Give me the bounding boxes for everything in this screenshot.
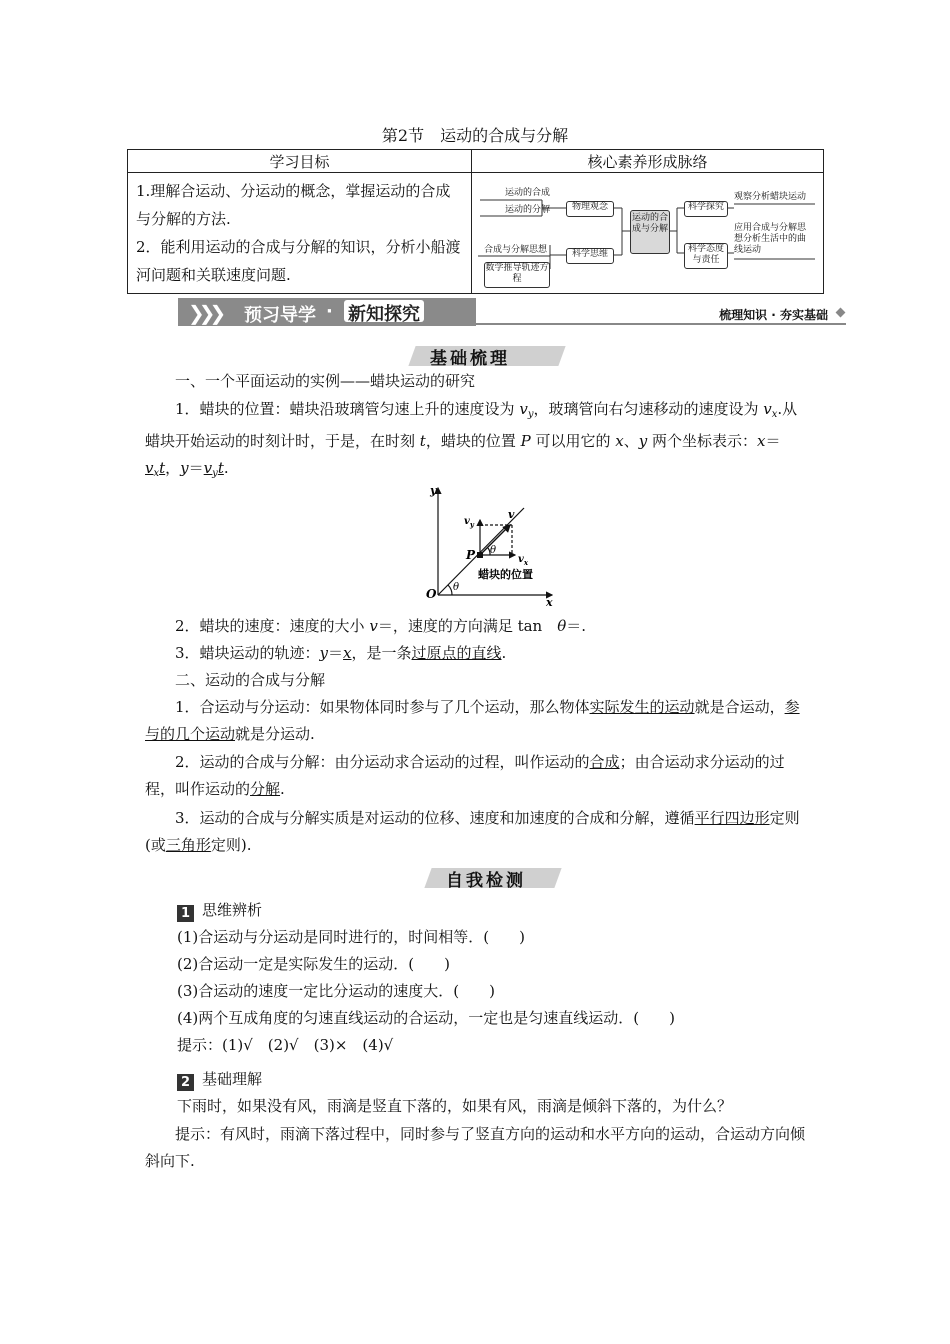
- fig-vx: $v_x$: [518, 554, 528, 567]
- fig-point-p: P: [466, 548, 476, 562]
- goal-item-1: 1.理解合运动、分运动的概念，掌握运动的合成与分解的方法.: [136, 182, 451, 228]
- blank-y-coordinate: $v_yt$: [203, 459, 224, 479]
- block-title-2: 2 基础理解: [177, 1066, 842, 1093]
- mindmap-box-center: 运动的合成与分解: [630, 210, 670, 254]
- mindmap-label-observe: 观察分析蜡块运动: [734, 192, 807, 202]
- fig-theta-upper: θ: [490, 545, 497, 556]
- section-heading-basics: [412, 342, 572, 368]
- mindmap-label-idea: 合成与分解思想: [484, 245, 548, 255]
- page-title: 第2节 运动的合成与分解: [381, 126, 569, 145]
- paragraph-position: 1．蜡块的位置：蜡块沿玻璃管匀速上升的速度设为 $v_y$，玻璃管向右匀速移动的速度设为 $v_x$.从蜡块开始运动的时刻计时，于是，在时刻 t，蜡块的位置 P 可以用它的 x、y 两个坐标表示：$x=v_xt$，$y=v_yt$.: [145, 400, 798, 479]
- banner-highlight: 新知探究: [344, 300, 424, 322]
- blank-trajectory-eq: x: [343, 644, 352, 662]
- diamond-icon: [836, 308, 846, 318]
- number-badge: 1: [177, 905, 194, 922]
- heading-text: 自我检测: [446, 871, 526, 891]
- wax-block-figure: [420, 480, 560, 610]
- mindmap-label-apply: 应用合成与分解思想分析生活中的曲线运动: [734, 223, 807, 255]
- banner-rule: [476, 323, 846, 325]
- block-title-1: 1 思维辨析: [177, 897, 842, 924]
- fig-caption: 蜡块的位置: [478, 568, 533, 581]
- paragraph-trajectory: 3．蜡块运动的轨迹：y＝x，是一条过原点的直线.: [175, 644, 507, 662]
- number-badge: 2: [177, 1074, 194, 1091]
- mindmap-box-attitude: 科学态度与责任: [684, 243, 728, 269]
- mindmap-label-decomposition: 运动的分解: [505, 205, 551, 215]
- hint-1: 提示：(1)√ (2)√ (3)× (4)√: [177, 1036, 394, 1054]
- fig-vy: $v_y$: [464, 516, 474, 529]
- heading-part-one: 一、一个平面运动的实例——蜡块运动的研究: [175, 372, 476, 390]
- fig-axis-x: x: [546, 596, 553, 609]
- goal-item-2: 2．能利用运动的合成与分解的知识，分析小船渡河问题和关联速度问题.: [136, 238, 461, 284]
- mindmap-box-scientific-inquiry: 科学探究: [684, 201, 728, 217]
- paragraph-composite-motion: 1．合运动与分运动：如果物体同时参与了几个运动，那么物体实际发生的运动就是合运动，参与的几个运动就是分运动.: [145, 698, 800, 743]
- table-header-goals: 学习目标: [128, 150, 472, 173]
- mindmap-box-scientific-thinking: 科学思维: [566, 248, 614, 264]
- fig-velocity: v: [508, 508, 515, 521]
- paragraph-essence: 3．运动的合成与分解实质是对运动的位移、速度和加速度的合成和分解，遵循平行四边形定则(或三角形定则).: [145, 809, 800, 854]
- question-1: (1)合运动与分运动是同时进行的，时间相等．( ): [177, 928, 525, 946]
- fig-theta-lower: θ: [453, 582, 460, 593]
- heading-part-two: 二、运动的合成与分解: [175, 671, 326, 689]
- section-banner: [178, 298, 848, 328]
- blank-line-through-origin: 过原点的直线: [411, 644, 502, 662]
- chevron-right-icon: ❯❯❯: [188, 301, 221, 325]
- paragraph-synthesis-decomposition: 2．运动的合成与分解：由分运动求合运动的过程，叫作运动的合成；由合运动求分运动的过程，叫作运动的分解.: [145, 753, 785, 798]
- hint-2: 提示：有风时，雨滴下落过程中，同时参与了竖直方向的运动和水平方向的运动，合运动方向倾斜向下.: [145, 1125, 806, 1170]
- section-heading-self-check: [428, 864, 568, 890]
- blank-x-coordinate: $v_xt$: [145, 459, 166, 479]
- mindmap-label-synthesis: 运动的合成: [505, 188, 551, 198]
- mindmap-box-math-derivation: 数学推导轨迹方程: [484, 262, 550, 288]
- banner-left-text: 预习导学: [244, 305, 316, 326]
- banner-dot-text: ·: [326, 301, 333, 322]
- banner-right-text: 梳理知识 · 夯实基础: [719, 308, 828, 322]
- mindmap: [472, 173, 824, 291]
- fig-origin: O: [426, 587, 437, 601]
- table-header-literacy: 核心素养形成脉络: [472, 150, 824, 173]
- goals-cell: [128, 173, 472, 294]
- question-3: (3)合运动的速度一定比分运动的速度大．( ): [177, 982, 495, 1000]
- question-rain: 下雨时，如果没有风，雨滴是竖直下落的，如果有风，雨滴是倾斜下落的，为什么？: [177, 1097, 733, 1115]
- objectives-table: [127, 149, 824, 294]
- question-4: (4)两个互成角度的匀速直线运动的合运动，一定也是匀速直线运动．( ): [177, 1009, 675, 1027]
- heading-text: 基础梳理: [430, 349, 510, 369]
- question-2: (2)合运动一定是实际发生的运动．( ): [177, 955, 450, 973]
- banner-main: [178, 298, 476, 326]
- mindmap-box-physics-concept: 物理观念: [566, 201, 614, 217]
- mindmap-cell: [472, 173, 824, 294]
- paragraph-velocity: 2．蜡块的速度：速度的大小 v＝，速度的方向满足 tan θ＝.: [175, 617, 587, 635]
- fig-axis-y: y: [430, 484, 437, 497]
